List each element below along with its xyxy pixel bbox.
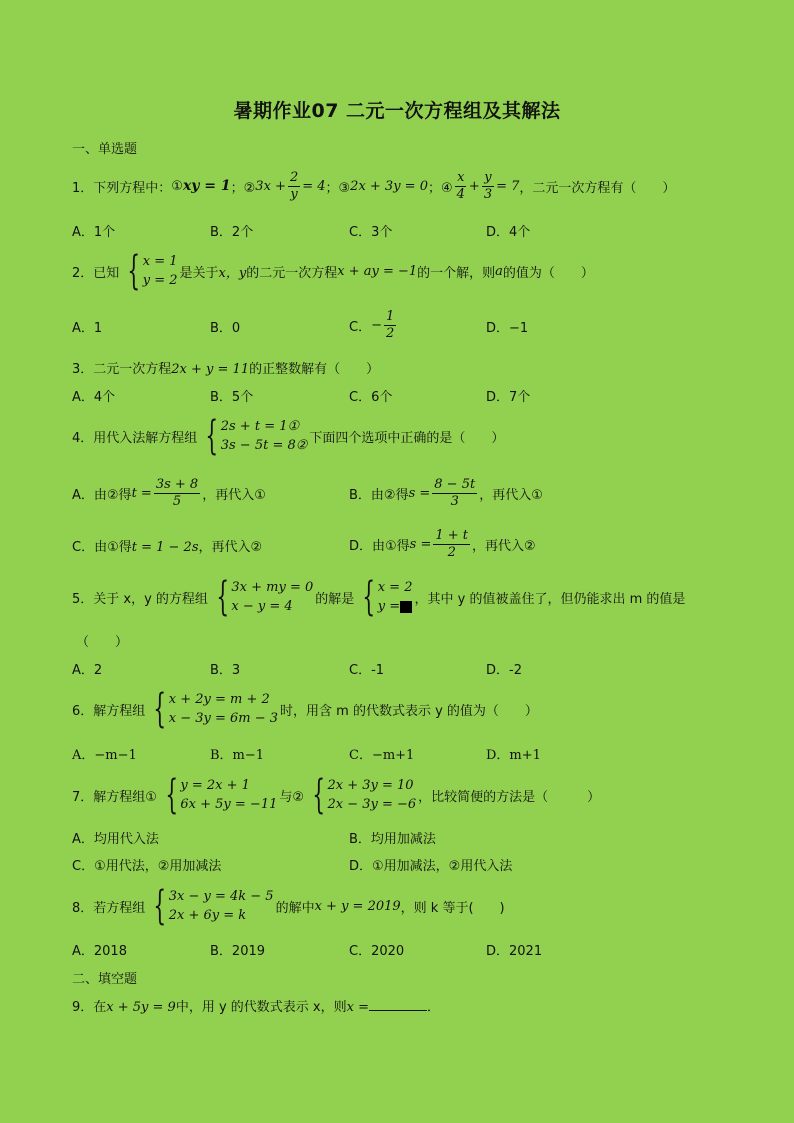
- q8-option-c[interactable]: C．2020: [349, 944, 405, 959]
- q2-option-a[interactable]: A．1: [72, 321, 103, 336]
- fraction: $\frac{3s + 8}{5}$: [155, 476, 199, 509]
- solution-system: { x = 2 y =: [362, 574, 413, 620]
- answer-blank[interactable]: [369, 998, 427, 1011]
- q5-option-c[interactable]: C．-1: [349, 663, 385, 678]
- q7-option-b[interactable]: B．均用加减法: [349, 832, 436, 847]
- q4-option-b[interactable]: B．由②得 s = $\frac{8 - 5t}{3}$ ，再代入①: [349, 476, 543, 509]
- fraction: $\frac{x}{4}$: [456, 169, 465, 202]
- q2-option-b[interactable]: B．0: [210, 321, 241, 336]
- question-2-stem: 2．已知 { x = 1 y = 2 是关于 x，y 的二元一次方程 x + ay = −1 的一个解，则 a 的值为（ ）: [72, 248, 594, 294]
- equation-system: { 3x + my = 0 x − y = 4: [216, 574, 314, 620]
- q3-option-c[interactable]: C．6个: [349, 390, 393, 405]
- equation-system-1: { y = 2x + 1 6x + 5y = −11: [165, 772, 278, 818]
- q7-option-d[interactable]: D．①用加减法，②用代入法: [349, 859, 513, 874]
- equation-system-2: { 2x + 3y = 10 2x − 3y = −6: [312, 772, 417, 818]
- q6-option-b[interactable]: B．m−1: [210, 748, 265, 763]
- question-4-stem: 4．用代入法解方程组 { 2s + t = 1① 3s − 5t = 8② 下面四个选项中正确的是（ ）: [72, 413, 505, 459]
- q2-option-c[interactable]: C． − $\frac{1}{2}$: [349, 308, 395, 341]
- equation-system: { 2s + t = 1① 3s − 5t = 8②: [205, 413, 308, 459]
- q5-answer-bracket: （ ）: [76, 635, 129, 650]
- q7-option-c[interactable]: C．①用代法，②用加减法: [72, 859, 222, 874]
- fraction: $\frac{2}{y}$: [289, 169, 299, 202]
- q3-option-a[interactable]: A．4个: [72, 390, 116, 405]
- equation-system: { 3x − y = 4k − 5 2x + 6y = k: [153, 883, 274, 929]
- covered-value-block: [400, 601, 412, 613]
- equation-system: { x + 2y = m + 2 x − 3y = 6m − 3: [153, 686, 279, 732]
- q8-option-a[interactable]: A．2018: [72, 944, 127, 959]
- q5-option-b[interactable]: B．3: [210, 663, 241, 678]
- q5-option-d[interactable]: D．-2: [486, 663, 522, 678]
- q5-option-a[interactable]: A．2: [72, 663, 103, 678]
- q6-option-d[interactable]: D．m+1: [486, 748, 541, 763]
- q1-option-b[interactable]: B．2个: [210, 225, 254, 240]
- question-7-stem: 7．解方程组① { y = 2x + 1 6x + 5y = −11 与② { 2x + 3y = 10 2x − 3y = −6 ，比较简便的方法是（ ）: [72, 772, 601, 818]
- question-3-stem: 3．二元一次方程2x + y = 11的正整数解有（ ）: [72, 362, 380, 377]
- q3-option-b[interactable]: B．5个: [210, 390, 254, 405]
- q1-option-a[interactable]: A．1个: [72, 225, 116, 240]
- page-title: 暑期作业07 二元一次方程组及其解法: [233, 100, 561, 122]
- q4-option-c[interactable]: C．由①得t = 1 − 2s，再代入②: [72, 540, 263, 555]
- question-8-stem: 8．若方程组 { 3x − y = 4k − 5 2x + 6y = k 的解中 x + y = 2019 ，则 k 等于( ): [72, 883, 505, 929]
- q1-option-d[interactable]: D．4个: [486, 225, 531, 240]
- q6-option-c[interactable]: C．−m+1: [349, 748, 415, 763]
- q8-option-d[interactable]: D．2021: [486, 944, 543, 959]
- question-6-stem: 6．解方程组 { x + 2y = m + 2 x − 3y = 6m − 3 时，用含 m 的代数式表示 y 的值为（ ）: [72, 686, 538, 732]
- equation-system: { x = 1 y = 2: [127, 248, 178, 294]
- question-1-stem: 1．下列方程中： ① xy = 1 ；② 3x + $\frac{2}{y}$ = 4 ；③ 2x + 3y = 0 ；④ $\frac{x}{4}$ + $\frac{y}{3}$ = 7 ，二元一次方程有（ ）: [72, 169, 676, 202]
- q3-option-d[interactable]: D．7个: [486, 390, 531, 405]
- fraction: $\frac{1}{2}$: [385, 308, 395, 341]
- question-5-stem: 5．关于 x，y 的方程组 { 3x + my = 0 x − y = 4 的解是 { x = 2 y = ，其中 y 的值被盖住了，但仍能求出 m 的值是: [72, 574, 686, 620]
- section-single-choice: 一、单选题: [72, 142, 138, 157]
- fraction: $\frac{8 - 5t}{3}$: [434, 476, 476, 509]
- q2-option-d[interactable]: D．−1: [486, 321, 529, 336]
- q4-option-d[interactable]: D．由①得 s = $\frac{1 + t}{2}$ ，再代入②: [349, 527, 536, 560]
- q6-option-a[interactable]: A．−m−1: [72, 748, 137, 763]
- q1-option-c[interactable]: C．3个: [349, 225, 393, 240]
- q8-option-b[interactable]: B．2019: [210, 944, 266, 959]
- section-fill-blank: 二、填空题: [72, 972, 138, 987]
- question-9-stem: 9．在x + 5y = 9中，用 y 的代数式表示 x，则x = ．: [72, 1000, 440, 1015]
- q7-option-a[interactable]: A．均用代入法: [72, 832, 159, 847]
- fraction: $\frac{y}{3}$: [483, 169, 493, 202]
- fraction: $\frac{1 + t}{2}$: [435, 527, 469, 560]
- q4-option-a[interactable]: A．由②得 t = $\frac{3s + 8}{5}$ ，再代入①: [72, 476, 266, 509]
